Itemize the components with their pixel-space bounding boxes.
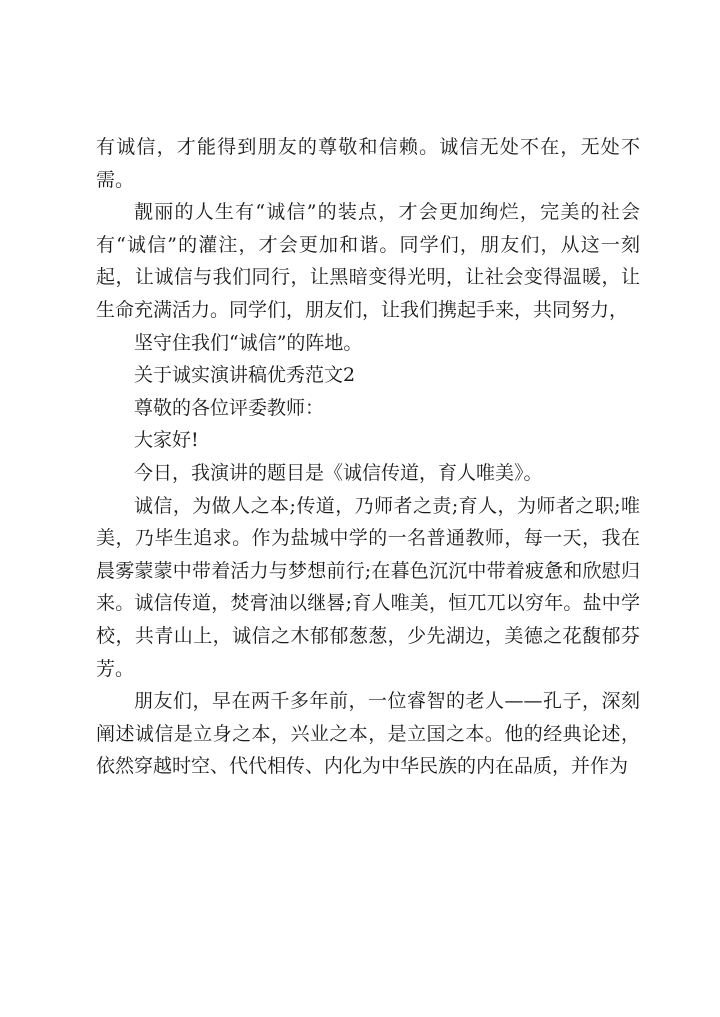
paragraph-teacher-duty: 诚信，为做人之本;传道，乃师者之责;育人，为师者之职;唯美，乃毕生追求。作为盐城中学的一名普通教师，每一天，我在晨雾蒙蒙中带着活力与梦想前行;在暮色沉沉中带着疲惫和欣慰归来。诚信传道，焚膏油以继晷;育人唯美，恒兀兀以穷年。盐中学校，共青山上，诚信之木郁郁葱葱，少先湖边，美德之花馥郁芬芳。: [96, 494, 640, 680]
document-body: [96, 131, 640, 783]
section-heading: 关于诚实演讲稿优秀范文2: [134, 364, 356, 387]
greeting: 大家好!: [134, 429, 199, 452]
paragraph-integrity-life: 靓丽的人生有“诚信”的装点，才会更加绚烂，完美的社会有“诚信”的灌注，才会更加和谐。同学们，朋友们，从这一刻起，让诚信与我们同行，让黑暗变得光明，让社会变得温暖，让生命充满活力。同学们，朋友们，让我们携起手来，共同努力，: [96, 201, 640, 321]
paragraph-confucius: 朋友们，早在两千多年前，一位睿智的老人——孔子，深刻阐述诚信是立身之本，兴业之本，是立国之本。他的经典论述，依然穿越时空、代代相传、内化为中华民族的内在品质，并作为: [96, 690, 640, 778]
salutation: 尊敬的各位评委教师：: [134, 396, 325, 419]
speech-topic: 今日，我演讲的题目是《诚信传道，育人唯美》。: [134, 461, 543, 484]
paragraph-hold-position: 坚守住我们“诚信”的阵地。: [134, 331, 363, 354]
paragraph-continuation: 有诚信，才能得到朋友的尊敬和信赖。诚信无处不在，无处不需。: [96, 136, 640, 191]
